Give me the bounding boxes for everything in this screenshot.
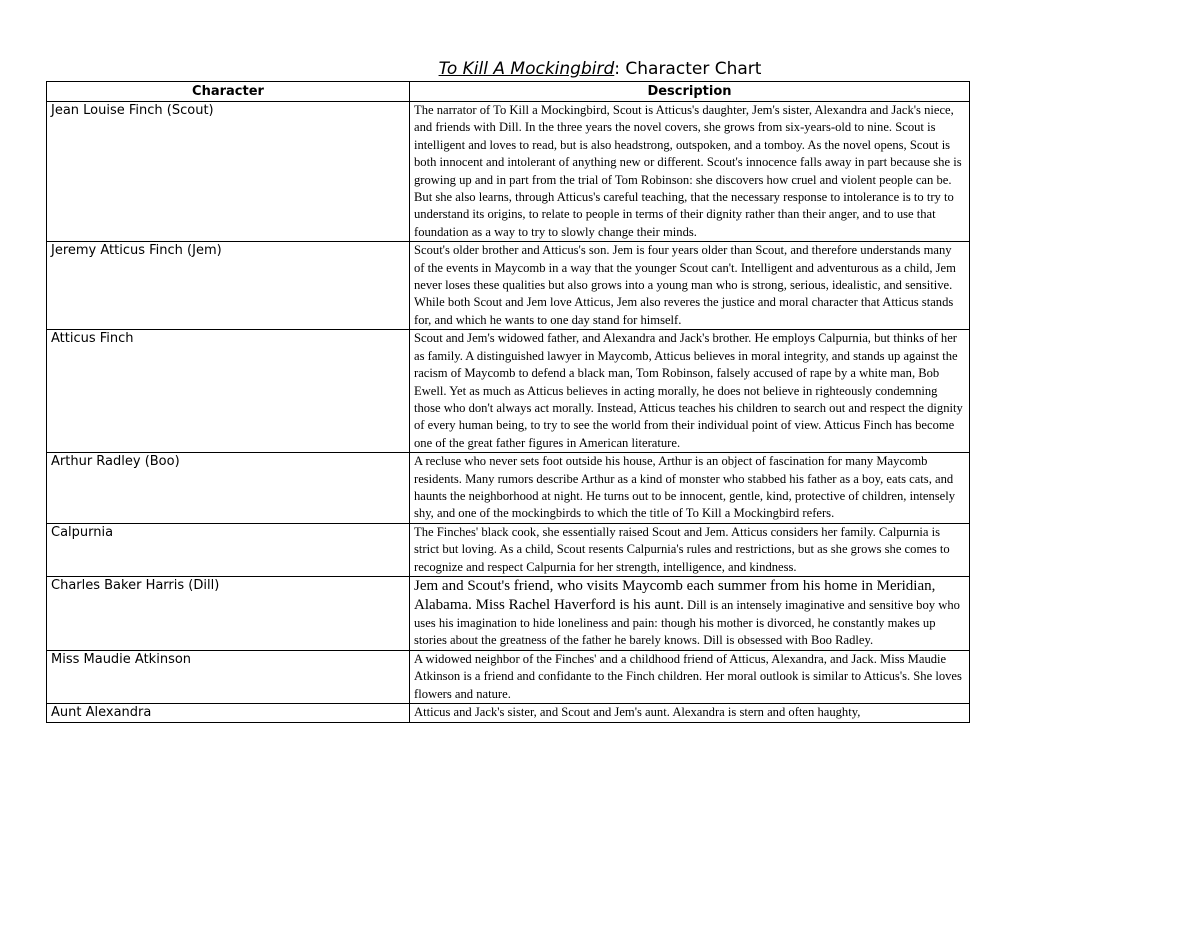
table-row <box>47 242 970 330</box>
table-row <box>47 453 970 524</box>
table-row <box>47 704 970 723</box>
header-character: Character <box>47 82 410 102</box>
character-description: Scout and Jem's widowed father, and Alexandra and Jack's brother. He employs Calpurnia, but thinks of her as family. A distinguished lawyer in Maycomb, Atticus believes in moral integrity, and stands up against the racism of Maycomb to defend a black man, Tom Robinson, falsely accused of rape by a white man, Bob Ewell. Yet as much as Atticus believes in acting morally, he does not believe in righteously condemning those who don't always act morally. Instead, Atticus teaches his children to search out and respect the dignity of every human being, to try to see the world from their individual point of view. Atticus Finch has become one of the great father figures in American literature. <box>410 330 970 453</box>
character-name: Jeremy Atticus Finch (Jem) <box>47 242 410 330</box>
table-row <box>47 523 970 576</box>
description-rest: Dill is an intensely imaginative and sensitive boy who uses his imagination to hide loneliness and pain: though his mother is divorced, he constantly makes up stories about the greatness of the father he barely knows. Dill is obsessed with Boo Radley. <box>414 597 960 648</box>
character-description <box>410 576 970 650</box>
table-row <box>47 650 970 703</box>
character-description: Scout's older brother and Atticus's son. Jem is four years older than Scout, and therefore understands many of the events in Maycomb in a way that the younger Scout can't. Intelligent and adventurous as a child, Jem never loses these qualities but also grows into a young man who is strong, serious, idealistic, and sensitive. While both Scout and Jem love Atticus, Jem also reveres the justice and moral character that Atticus stands for, and which he wants to one day stand for himself. <box>410 242 970 330</box>
character-description: A recluse who never sets foot outside his house, Arthur is an object of fascination for many Maycomb residents. Many rumors describe Arthur as a kind of monster who stabbed his father as a boy, eats cats, and haunts the neighborhood at night. He turns out to be innocent, gentle, kind, protective of children, intensely shy, and one of the mockingbirds to which the title of To Kill a Mockingbird refers. <box>410 453 970 524</box>
character-name: Atticus Finch <box>47 330 410 453</box>
character-description: Atticus and Jack's sister, and Scout and Jem's aunt. Alexandra is stern and often haughty, <box>410 704 970 723</box>
character-name: Arthur Radley (Boo) <box>47 453 410 524</box>
header-row <box>47 82 970 102</box>
book-title: To Kill A Mockingbird <box>438 59 615 79</box>
description-lead: Jem and Scout's friend, who visits Maycomb each summer from his home in Meridian, Alabama. Miss Rachel Haverford is his aunt. <box>414 577 936 613</box>
character-description: The narrator of To Kill a Mockingbird, Scout is Atticus's daughter, Jem's sister, Alexandra and Jack's niece, and friends with Dill. In the three years the novel covers, she grows from six-years-old to nine. Scout is intelligent and loves to read, but is also headstrong, outspoken, and a tomboy. As the novel opens, Scout is both innocent and intolerant of anything new or different. Scout's innocence falls away in part because she is growing up and in part from the trial of Tom Robinson: she discovers how cruel and violent people can be. But she also learns, through Atticus's careful teaching, that the necessary response to intolerance is to try to understand its origins, to relate to people in terms of their dignity rather than their anger, and to use that foundation as a way to try to slowly change their minds. <box>410 102 970 242</box>
character-name: Miss Maudie Atkinson <box>47 650 410 703</box>
character-name: Aunt Alexandra <box>47 704 410 723</box>
table-row <box>47 576 970 650</box>
header-description: Description <box>410 82 970 102</box>
character-name: Charles Baker Harris (Dill) <box>47 576 410 650</box>
title-suffix: : Character Chart <box>614 59 762 79</box>
character-description: A widowed neighbor of the Finches' and a childhood friend of Atticus, Alexandra, and Jack. Miss Maudie Atkinson is a friend and confidante to the Finch children. Her moral outlook is similar to Atticus's. She loves flowers and nature. <box>410 650 970 703</box>
character-description: The Finches' black cook, she essentially raised Scout and Jem. Atticus considers her family. Calpurnia is strict but loving. As a child, Scout resents Calpurnia's rules and restrictions, but as she grows she comes to recognize and respect Calpurnia for her strength, intelligence, and kindness. <box>410 523 970 576</box>
character-name: Jean Louise Finch (Scout) <box>47 102 410 242</box>
table-row <box>47 102 970 242</box>
character-name: Calpurnia <box>47 523 410 576</box>
table-row <box>47 330 970 453</box>
character-chart <box>46 81 970 723</box>
page-title <box>0 58 1200 80</box>
